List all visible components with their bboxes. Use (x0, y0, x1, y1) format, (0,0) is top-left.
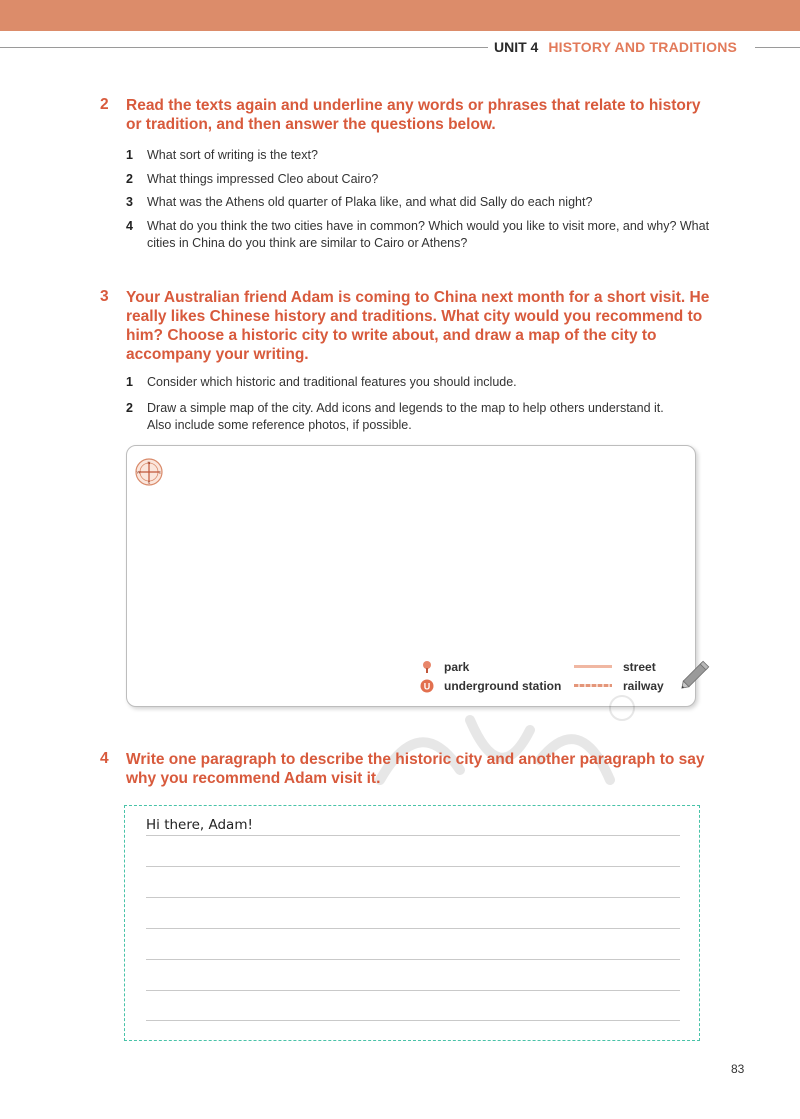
park-icon (420, 660, 434, 674)
writing-line (146, 959, 680, 960)
compass-icon (135, 458, 163, 486)
task-instruction: Read the texts again and underline any words or phrases that relate to history or tradition, and then answer the questions below. (126, 97, 701, 133)
header-rule (0, 47, 488, 48)
question-text: Consider which historic and traditional features you should include. (147, 375, 517, 389)
question-number: 4 (126, 219, 133, 233)
writing-line (146, 835, 680, 836)
header-band (0, 0, 800, 31)
writing-line (146, 1020, 680, 1021)
question-number: 2 (126, 401, 133, 415)
street-line-symbol (574, 665, 612, 668)
letter-greeting: Hi there, Adam! (146, 817, 253, 833)
question-item (126, 147, 726, 164)
question-text: Draw a simple map of the city. Add icons and legends to the map to help others understand it. Also include some reference photos, if possible. (147, 401, 664, 432)
page-number: 83 (731, 1062, 745, 1076)
writing-line (146, 990, 680, 991)
task-4-heading (100, 750, 720, 790)
writing-line (146, 928, 680, 929)
header-rule (755, 47, 800, 48)
svg-text:W: W (136, 469, 141, 475)
question-number: 1 (126, 375, 133, 389)
writing-line (146, 866, 680, 867)
svg-text:S: S (147, 480, 151, 485)
legend-street-label: street (623, 660, 656, 674)
task-number: 4 (100, 750, 109, 767)
question-item (126, 400, 666, 434)
question-number: 3 (126, 195, 133, 209)
task-number: 2 (100, 96, 109, 113)
railway-line-symbol (574, 684, 612, 687)
question-text: What was the Athens old quarter of Plaka like, and what did Sally do each night? (147, 195, 593, 209)
question-number: 2 (126, 172, 133, 186)
svg-text:U: U (423, 681, 431, 692)
question-text: What things impressed Cleo about Cairo? (147, 172, 379, 186)
task-instruction: Your Australian friend Adam is coming to China next month for a short visit. He really likes Chinese history and traditions. What city would you recommend to him? Choose a historic city to write about, and draw a map of the city to accompany your writing. (126, 289, 710, 363)
unit-label: UNIT 4 (494, 39, 539, 55)
task-2-heading (100, 96, 720, 136)
question-text: What sort of writing is the text? (147, 148, 318, 162)
question-number: 1 (126, 148, 133, 162)
task-3-heading (100, 288, 720, 366)
question-text: What do you think the two cities have in common? Which would you like to visit more, and why? What cities in China do you think are similar to Cairo or Athens? (147, 219, 710, 250)
task-instruction: Write one paragraph to describe the historic city and another paragraph to say why you recommend Adam visit it. (126, 751, 705, 787)
writing-area[interactable] (124, 805, 700, 1041)
running-header (494, 39, 737, 55)
question-item (126, 171, 726, 188)
svg-text:E: E (158, 469, 162, 475)
unit-title: HISTORY AND TRADITIONS (548, 39, 738, 55)
svg-text:N: N (147, 460, 151, 465)
legend-underground-label: underground station (444, 679, 562, 693)
legend-park-label: park (444, 660, 470, 674)
task-number: 3 (100, 288, 109, 305)
question-item (126, 194, 726, 211)
legend-railway-label: railway (623, 679, 664, 693)
pencil-icon (676, 654, 716, 694)
question-item (126, 218, 726, 252)
question-item (126, 374, 726, 391)
writing-line (146, 897, 680, 898)
